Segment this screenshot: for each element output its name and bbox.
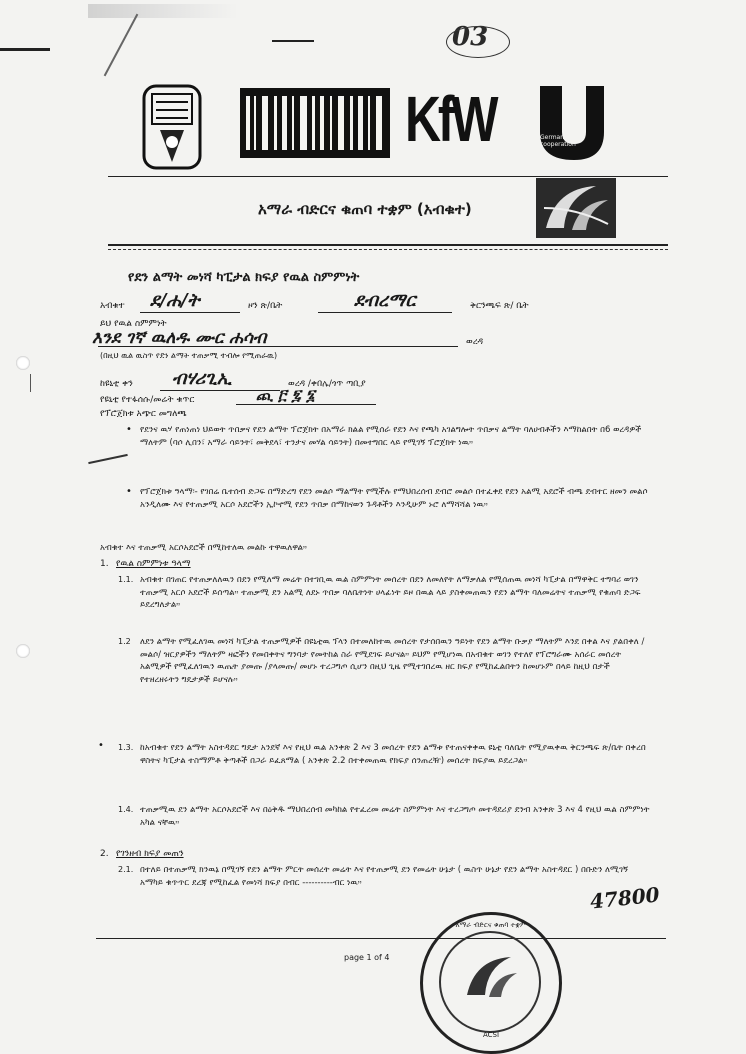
item-text: ተጠቃሚዉ ደን ልማት አርሶአደሮች እና በዕቅዱ ማህበረሰብ መካከል የተፈረመ መሬት ስምምነት እና ተረጋግጦ መተዳደሪያ ደንብ አንቀጽ 3 እና 4 የዚህ ዉል ስምምነት አካል ናቸዉ። <box>140 805 650 828</box>
watershed-label: ወረዳ /ቀበሌ/ጎጥ ጣቢያ <box>288 379 366 389</box>
branch-label: አብቁተ <box>100 301 125 311</box>
acsi-logo <box>536 178 616 238</box>
client-label: ቅርንጫፍ ጽ/ ቤት <box>470 301 529 311</box>
intro-sentence: አብቁተ እና ተጠቃሚ አርሶአደሮች በሚከተለዉ መልኩ ተዋዉለዋል። <box>100 543 307 553</box>
branch-value: ደ/ሐ/ት <box>150 290 200 311</box>
bullet-icon: • <box>126 424 132 435</box>
german-cooperation-text: German cooperation <box>540 134 576 148</box>
woreda-label: ወረዳ <box>466 337 484 347</box>
header-double-line <box>108 249 668 250</box>
kebele-value: ብሃሪጊኢ <box>172 368 232 389</box>
bullet-icon: • <box>126 486 132 497</box>
diagonal-mark <box>104 14 139 77</box>
project-label: የፕሮጀክቱ አጭር መግለጫ <box>100 409 187 419</box>
subbranch-label: ዞን ጽ/ቤት <box>248 301 283 311</box>
item-text: በተለይ በተጠቃሚ ክንዉኔ በሚገኝ የደን ልማት ምርት መሰረት መሬት እና የተጠቃሚ ደን የመሬት ሁኔታ ( ዉስጥ ሁኔታ የደን ልማት አስተዳደር ) በቡድን ለሚገኝ አማካይ ቁጥጥር ደረጃ የሚከፈል የመነሻ ክፍያ በብር ----------ብር ነዉ። <box>140 865 629 888</box>
stamp-text-bottom: ACSI <box>482 1031 500 1039</box>
section-title: የገንዘብ ክፍያ መጠን <box>116 849 184 859</box>
branch-underline <box>140 312 240 313</box>
form-title: የደን ልማት መነሻ ካፒታል ክፍያ የዉል ስምምነት <box>128 270 360 285</box>
scan-line <box>272 40 314 42</box>
bullet-text: የፕሮጀክቱ ዓላማ፡- የገበሬ ቤተሰብ ድጋፍ በማድረግ የደን መልሶ ማልማት የሚችሉ የማህበረሰብ ደብሮ መልሶ በተፈቀደ የደን አልሚ አደሮች ብጫ ደብተር ዘመን መልሶ አንዲለሙ እና የተጠቃሚ አርሶ አደሮችን ኢኮኖሚ የደን ጥበቃ በማከናወን ጉዳቶችን እንዲሁም ኑሮ ለማሻሻል ነዉ። <box>140 487 648 510</box>
bullet-text: የደንና ዉሃ የጠነጠነ ህይወት ጥበቃና የደን ልማት ፕሮጀክት በአማራ ክልል የሚሰራ የደን እና የጫካ አገልግሎት ጥበቃና ልማት ባለሀብቶችን እማከልበት በ6 ወረዳዎች ማለትም (ባሶ ሊበን፣ አማራ ሳይንት፣ መቅደላ፣ ተንታና መሃል ሳይንት) በመተግበር ላይ የሚገኝ ፕሮጀክት ነዉ። <box>140 425 642 448</box>
item-number: 1.2 <box>118 637 131 646</box>
plot-label: የዩኒቲ የተፋሰሱ/መሬት ቁጥር <box>100 395 195 405</box>
name-underline <box>98 346 458 347</box>
handwritten-amount: 47800 <box>588 882 661 914</box>
scan-edge-mark <box>30 374 31 392</box>
organization-title: አማራ ብድርና ቁጠባ ተቋም (አብቁተ) <box>258 200 472 218</box>
item-text: ለደን ልማት የሚፈለገዉ መነሻ ካፒታል ተጠቃሚዎች በዩኒቲዉ ፕላን በተመለከተዉ መሰረት የታሰበዉን ዓይነት የደን ልማት ቡቃያ ማለትም እንደ በቀል እና ያልበቀለ /መልሶ/ ዝርያዎችን ማለትም ዛፎችን የመበቀትና ግንባታ የመትከል ስራ የሚደገፍ ይሆናል። ይህም የሚሆነዉ በአብቁተ ወገን የተለየ የፕሮግራሙ አሰራር መሰረት አልሚዎች የሚፈለገዉን ዉጤት ያመጡ /ያላመጡ/ መሆኑ ተረጋግጦ ሲሆን በዚህ ጊዜ የሚተገበረዉ ዘር ክፍያ የሚከፈልበትን ከመሆኑም በላይ ከዚህ በታች የተዘረዘሩትን ግዴታዎች ይሆናሉ። <box>140 637 645 685</box>
barcode-logo <box>240 88 390 158</box>
section-number: 1. <box>100 559 109 569</box>
punch-hole <box>16 644 30 658</box>
header-double-line <box>108 244 668 246</box>
header-divider <box>108 176 668 177</box>
handwritten-tick-mark <box>88 454 128 464</box>
item-number: 1.1. <box>118 575 134 584</box>
subbranch-value: ደብረማር <box>354 290 416 311</box>
footer-page-text: page 1 of 4 <box>344 953 390 962</box>
footer-divider <box>96 938 666 939</box>
name-value: እንደ ገኛ ዉለዱ ሙር ሐሳብ <box>92 328 267 348</box>
official-stamp <box>420 912 562 1054</box>
section-number: 2. <box>100 849 109 859</box>
agreement-label: ይህ የዉል ስምምነት <box>100 319 167 329</box>
kfw-logo: KfW <box>405 83 496 155</box>
stamp-text-top: አማራ ብድርና ቁጠባ ተቋም <box>455 921 527 929</box>
item-number: 1.3. <box>118 743 134 752</box>
scan-artifact <box>88 4 238 18</box>
plot-underline <box>236 404 376 405</box>
german-cooperation-logo <box>536 82 608 162</box>
item-number: 1.4. <box>118 805 134 814</box>
item-text: አብቁተ በገጠር የተጠቃለለዉን በደን የሚለማ መሬት በተገቢዉ ዉል ስምምነት መሰረት በደን ለመለየት ለማቃለል የሚሰጠዉ መነሻ ካፒታል በማዋቅር ተግባሪ ወገን ተጠቃሚ አርሶ አደሮች ይሰጣል። ተጠቃሚ ደን አልሚ ለደኑ ጥበቃ ባለቤትነት ሀላፊነት ይዞ በዉል ላይ ያስቀመጠዉን የደን ልማት ባለመሬትና ተጠቃሚ የቁጠባ ድጋፍ ይደረግለታል። <box>140 575 641 611</box>
handwritten-page-number: 03 <box>452 22 489 52</box>
beneficiary-label: (በዚህ ዉል ዉስጥ የደን ልማት ተጠቃሚ ተብሎ የሚጠራዉ) <box>100 351 278 360</box>
subbranch-underline <box>318 312 452 313</box>
section-title: የዉል ስምምነቱ ዓላማ <box>116 559 191 569</box>
item-number: 2.1. <box>118 865 134 874</box>
plot-value: ጪ ፫ ፯ ፮ <box>256 386 315 404</box>
page-number-circle <box>446 26 510 58</box>
bullet-icon: • <box>98 740 104 751</box>
kebele-label: ከዩኒቲ ቀን <box>100 379 133 389</box>
ethiopia-emblem-logo <box>140 82 204 172</box>
stamp-emblem <box>461 949 521 1005</box>
item-text: ከአብቁተ የደን ልማት አስተዳደር ግዴታ አንደኛ እና የዚህ ዉል አንቀጽ 2 እና 3 መሰረት የደን ልማቱ የተጠናቀቀዉ ዩኒቲ ባለቤት የሚያዉቀዉ ቅርንጫፍ ጽ/ቤት በቀረበ ዋስትና ካፒታል ተስማምቶ ቅጣቶች በጋራ ይፈጸማል ( አንቀጽ 2.2 በተቀመጠዉ የክፍያ ሰንጠረዥ) መሰረት ክፍያዉ ይደረጋል። <box>140 743 646 766</box>
punch-hole <box>16 356 30 370</box>
scan-line <box>0 48 50 51</box>
